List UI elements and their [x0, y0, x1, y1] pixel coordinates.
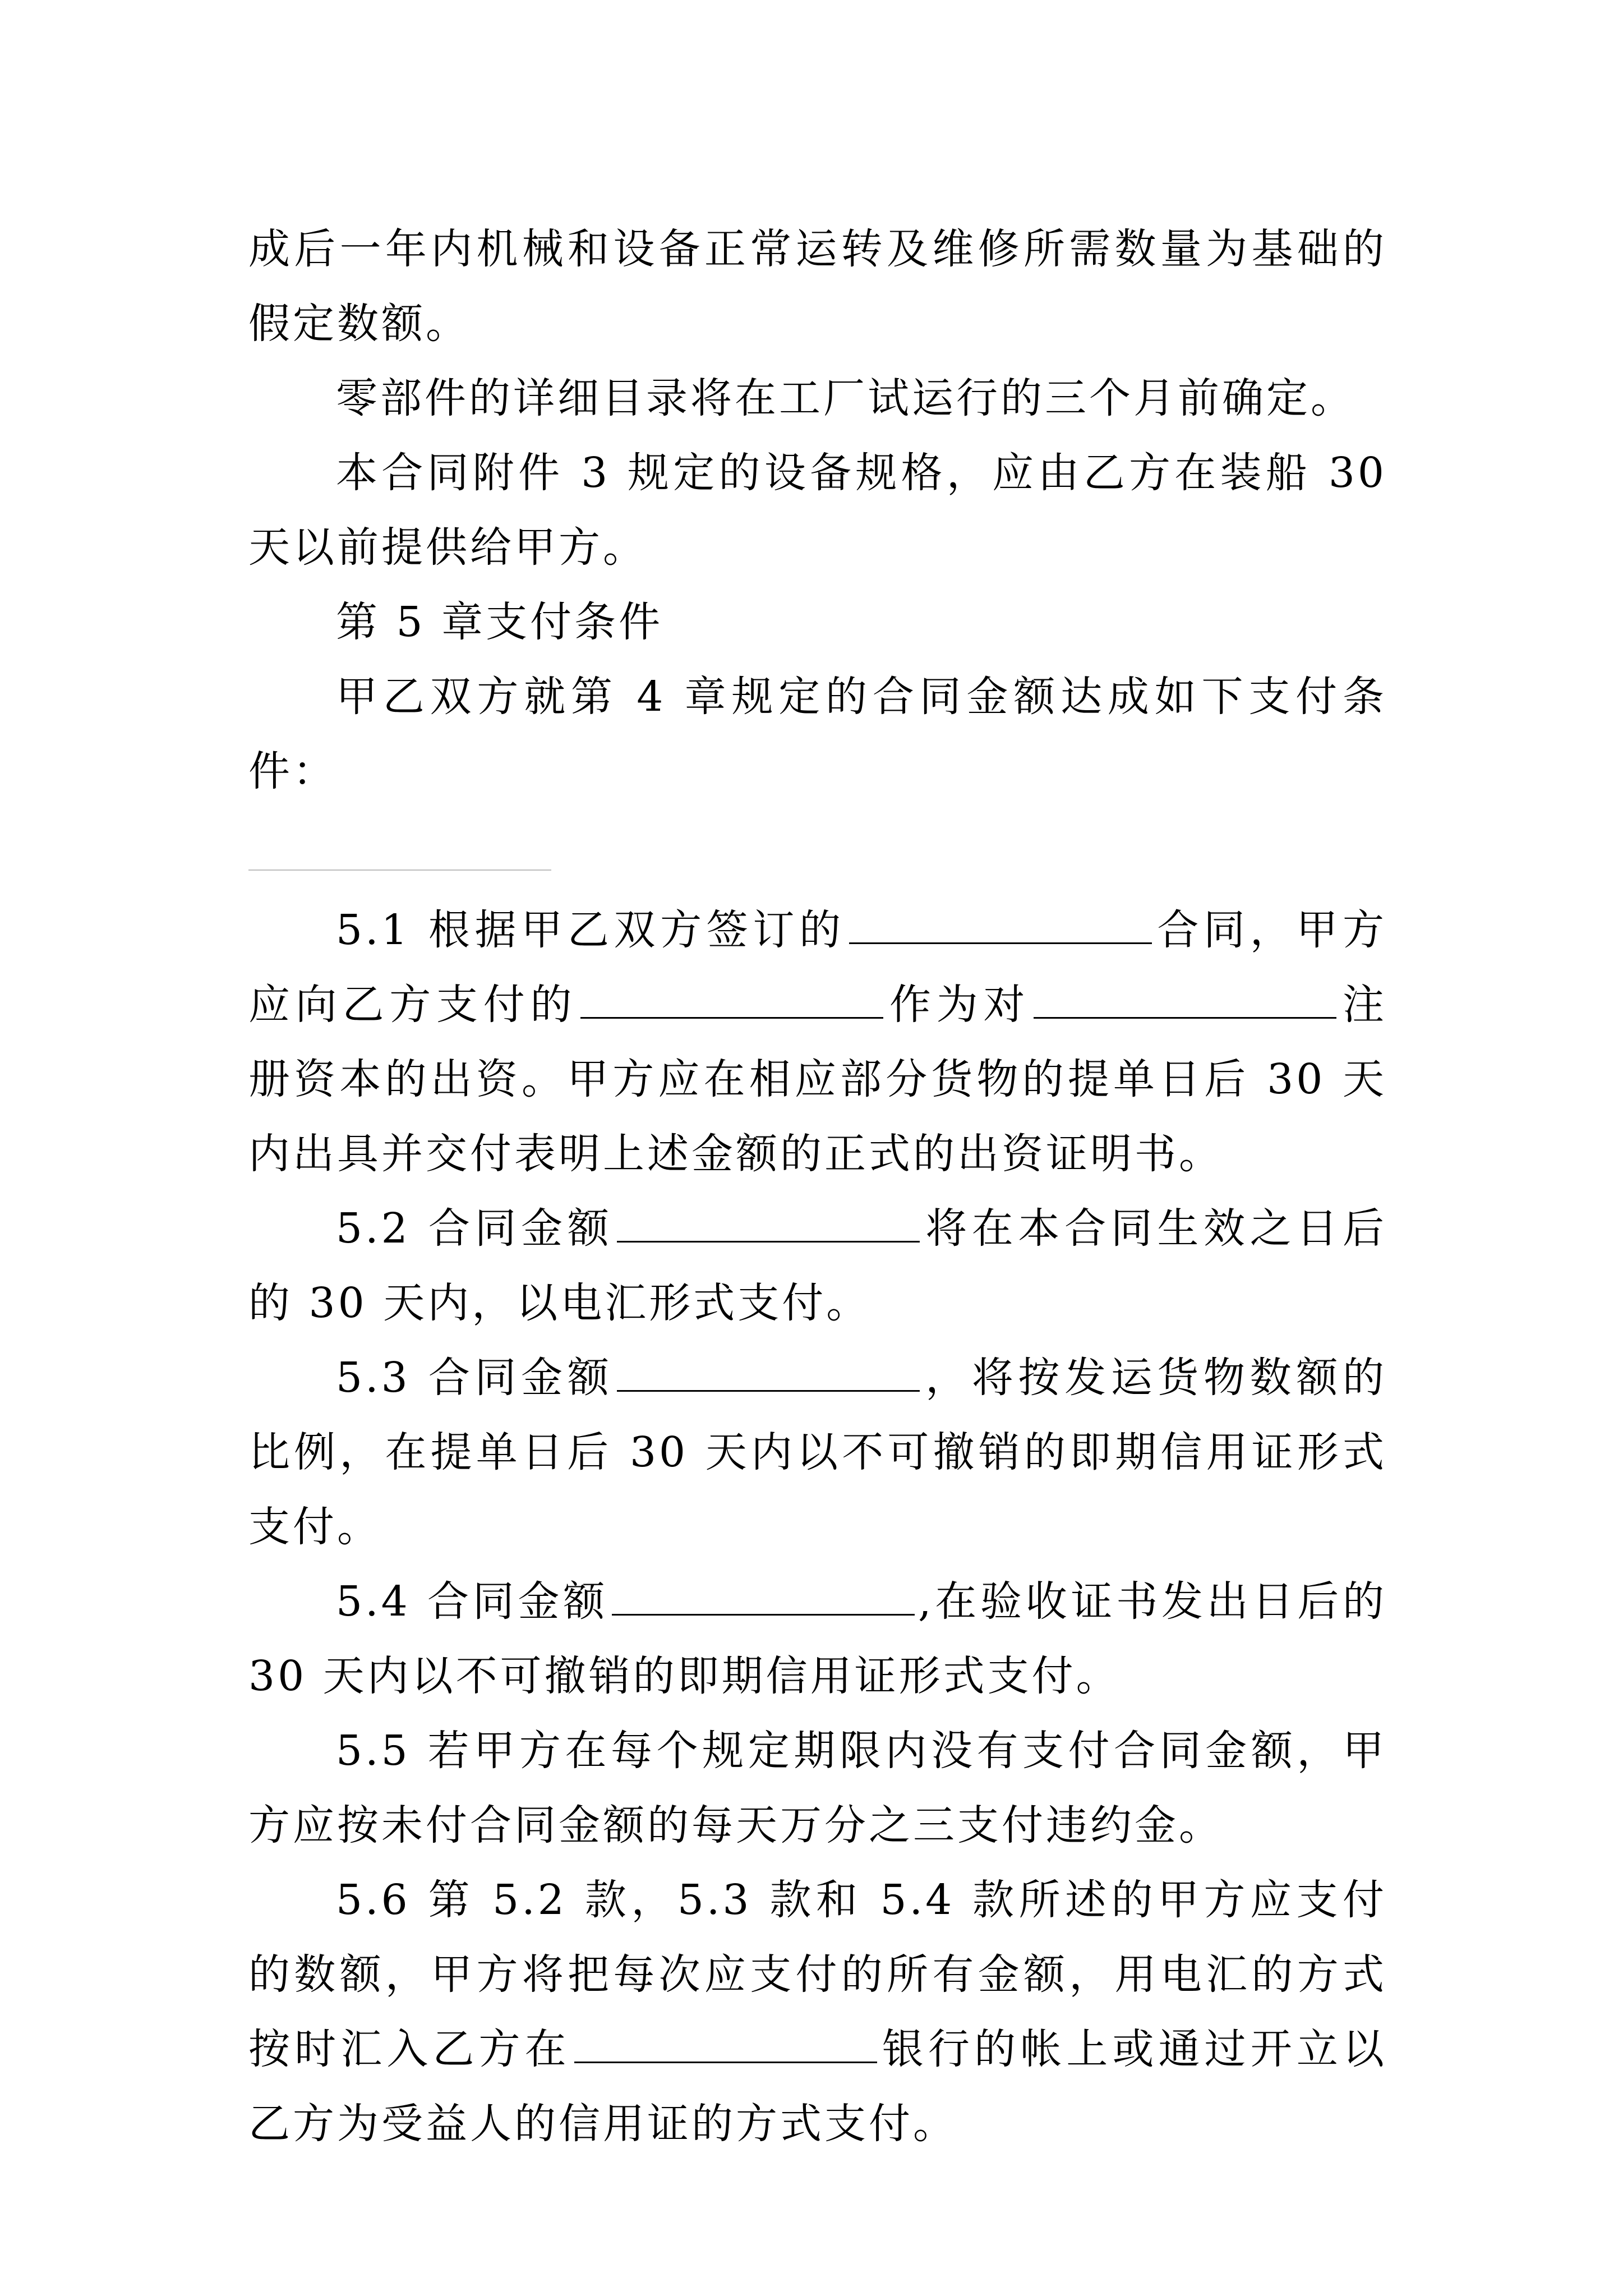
clause-5-3-text-a: 5.3 合同金额 [336, 1354, 614, 1402]
blank-bank-name [574, 2028, 877, 2063]
blank-amount [580, 983, 883, 1019]
clause-5-3-text-b: ，将按发运货物数额的比例，在提单日后 30 天内以不可撤销的即期信用证形式支付。 [248, 1354, 1387, 1551]
blank-amount-5-2 [617, 1207, 920, 1243]
clause-5-4 [248, 1565, 1387, 1714]
clause-5-5 [248, 1714, 1387, 1863]
page-separator [248, 869, 551, 871]
paragraph-parts-catalog: 零部件的详细目录将在工厂试运行的三个月前确定。 [336, 374, 1355, 422]
clause-5-1-text-c: 作为对 [887, 981, 1031, 1029]
clause-5-1-text-b: 合同，甲方应向乙方支付的 [248, 906, 1387, 1029]
clause-5-1-text-d: 注册资本的出资。甲方应在相应部分货物的提单日后 30 天内出具并交付表明上述金额的正式的出资证明书。 [248, 981, 1387, 1178]
clause-5-3 [248, 1341, 1387, 1565]
blank-company [1034, 983, 1336, 1019]
clause-5-1 [248, 893, 1387, 1191]
clause-5-6-text-b: 银行的帐上或通过开立以乙方为受益人的信用证的方式支付。 [248, 2025, 1387, 2148]
blank-amount-5-3 [617, 1356, 920, 1392]
blank-contract-name [849, 909, 1152, 944]
clause-5-4-text-b: ,在验收证书发出日后的 30 天内以不可撤销的即期信用证形式支付。 [248, 1577, 1387, 1700]
clause-5-5-text: 5.5 若甲方在每个规定期限内没有支付合同金额，甲方应按未付合同金额的每天万分之三支付违约金。 [248, 1727, 1387, 1849]
clause-5-4-text-a: 5.4 合同金额 [336, 1577, 608, 1626]
clause-5-6-text-a: 5.6 第 5.2 款，5.3 款和 5.4 款所述的甲方应支付的数额，甲方将把每次应支付的所有金额，用电汇的方式按时汇入乙方在 [248, 1876, 1387, 2073]
blank-amount-5-4 [612, 1580, 915, 1616]
clause-5-2-text-b: 将在本合同生效之日后的 30 天内，以电汇形式支付。 [248, 1204, 1387, 1327]
clause-5-2-text-a: 5.2 合同金额 [336, 1204, 614, 1253]
document-body [248, 212, 1387, 2161]
clause-5-6 [248, 1863, 1387, 2161]
paragraph-equipment-spec: 本合同附件 3 规定的设备规格，应由乙方在装船 30 天以前提供给甲方。 [248, 449, 1387, 572]
clause-5-1-text-a: 5.1 根据甲乙双方签订的 [336, 906, 846, 954]
chapter-heading-payment: 第 5 章支付条件 [336, 598, 663, 646]
clause-5-2 [248, 1191, 1387, 1341]
paragraph-payment-intro: 甲乙双方就第 4 章规定的合同金额达成如下支付条件： [248, 673, 1387, 795]
paragraph-spare-parts-amount: 成后一年内机械和设备正常运转及维修所需数量为基础的假定数额。 [248, 225, 1387, 348]
